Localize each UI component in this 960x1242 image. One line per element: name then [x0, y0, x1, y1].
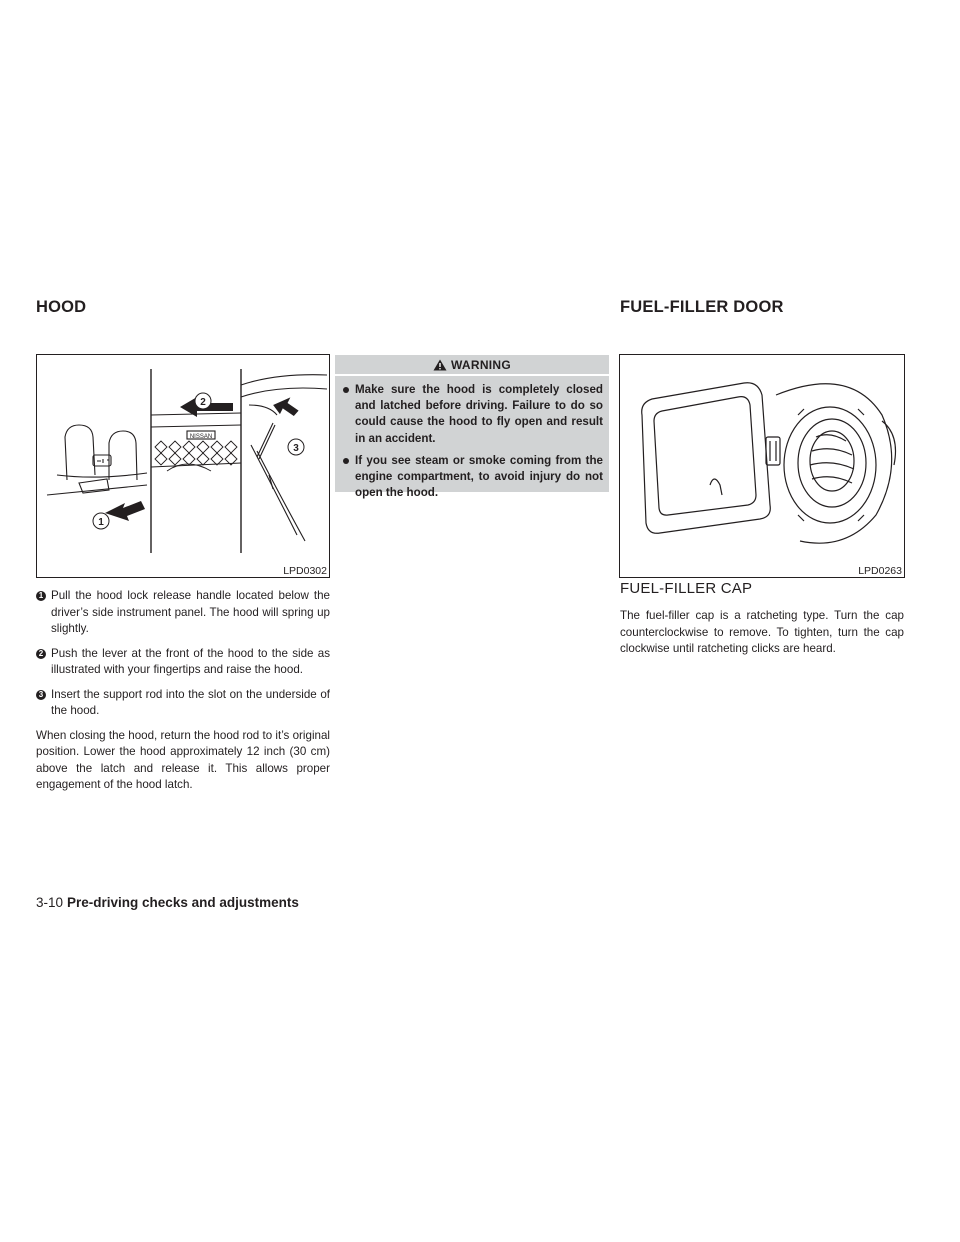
fuel-filler-drawing	[620, 355, 904, 577]
warning-item-2-text: If you see steam or smoke coming from the engine compartment, to avoid injury do not open the hood.	[355, 453, 603, 500]
warning-item-2	[335, 453, 609, 502]
warning-title: WARNING	[450, 357, 512, 372]
bullet-icon	[343, 387, 349, 393]
hood-release-drawing	[37, 355, 329, 577]
callout-2: 2	[200, 397, 206, 408]
warning-triangle-icon	[433, 359, 447, 371]
page-number: 3-10	[36, 895, 64, 910]
hood-figure-code: LPD0302	[283, 565, 327, 577]
bullet-icon	[343, 458, 349, 464]
chapter-title: Pre-driving checks and adjustments	[67, 895, 299, 910]
closing-paragraph: When closing the hood, return the hood rod to it’s original position. Lower the hood approximately 12 inch (30 cm) above the latch and release it. This allows proper engagement of the hood latch.	[36, 728, 330, 791]
warning-header	[335, 355, 609, 376]
step-3	[36, 687, 330, 720]
warning-box	[335, 355, 609, 500]
warning-item-1	[335, 382, 609, 447]
step-3-number: 3	[36, 690, 46, 700]
step-1	[36, 588, 330, 638]
badge-text: NISSAN	[189, 434, 213, 440]
step-2	[36, 646, 330, 679]
page-footer	[36, 895, 299, 910]
warning-item-1-text: Make sure the hood is completely closed and latched before driving. Failure to do so could cause the hood to fly open and result in an accident.	[355, 383, 603, 445]
callout-3: 3	[293, 443, 299, 454]
hood-illustration	[36, 354, 330, 578]
step-3-text: Insert the support rod into the slot on the underside of the hood.	[51, 687, 330, 717]
fuel-filler-cap-text: The fuel-filler cap is a ratcheting type. Turn the cap counterclockwise to remove. To tighten, turn the cap clockwise until ratcheting clicks are heard.	[620, 609, 904, 655]
fuel-figure-code: LPD0263	[858, 565, 902, 577]
callout-1: 1	[98, 517, 104, 528]
fuel-filler-cap-heading: FUEL-FILLER CAP	[620, 580, 753, 597]
hood-steps	[36, 588, 330, 794]
hood-heading: HOOD	[36, 298, 87, 316]
step-2-text: Push the lever at the front of the hood to the side as illustrated with your fingertips and raise the hood.	[51, 646, 330, 676]
fuel-filler-door-heading: FUEL-FILLER DOOR	[620, 298, 784, 316]
step-1-text: Pull the hood lock release handle located below the driver’s side instrument panel. The hood will spring up slightly.	[51, 589, 330, 635]
step-2-number: 2	[36, 649, 46, 659]
fuel-filler-illustration	[619, 354, 905, 578]
step-1-number: 1	[36, 591, 46, 601]
